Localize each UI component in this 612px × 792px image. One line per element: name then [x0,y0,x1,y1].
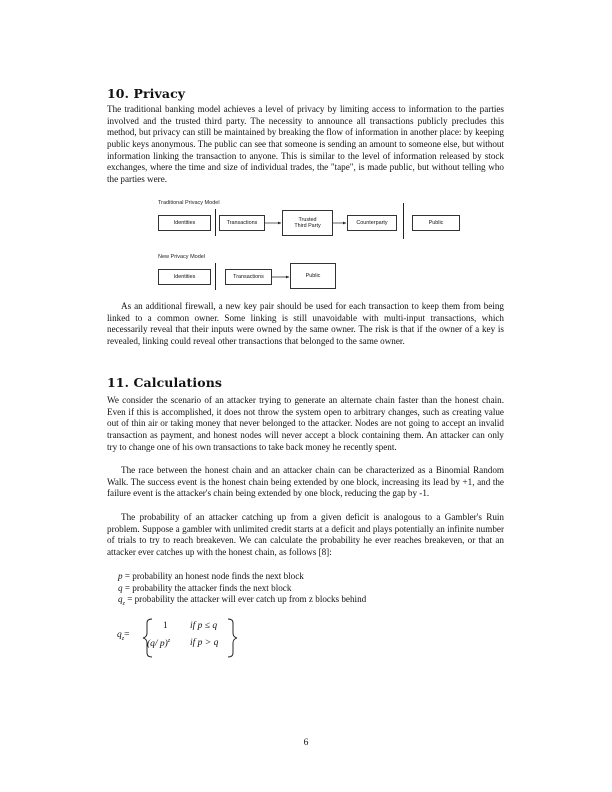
formula-lhs: $q_z=$ [117,630,130,642]
traditional-privacy-model-label: Traditional Privacy Model [158,200,220,206]
variable-definitions [118,571,366,610]
trusted-third-party-label: Trusted Third Party [294,216,321,229]
formula-case-1-value: 1 [163,621,168,631]
new-transactions-label: Transactions [233,273,264,280]
formula-case-2-condition: if p > q [190,638,219,648]
new-public-label: Public [305,272,321,279]
section-10-heading: 10. Privacy [107,86,186,101]
traditional-public-label: Public [428,219,444,226]
page-number: 6 [303,738,309,748]
section-10-paragraph-1: The traditional banking model achieves a level of privacy by limiting access to information to the parties involved and the trusted third party. The necessity to announce all transactions publicly precludes this method, but privacy can still be maintained by breaking the flow of information in another place: by keeping public keys anonymous. The public can see that someone is sending an amount to someone else, but without information linking the transaction to anyone. This is similar to the level of information released by stock exchanges, where the time and size of individual trades, the "tape", is made public, but without telling who the parties were. [107,104,504,184]
formula-case-1-condition: if p ≤ q [190,621,218,631]
right-brace-icon [225,618,241,658]
definition-p: p = probability an honest node finds the next block [118,571,304,581]
definition-q: q = probability the attacker finds the next block [118,582,292,593]
new-identities-label: Identities [173,273,196,280]
formula-case-2-value: (q/ p)$^z$ [147,638,171,650]
section-11-paragraph-1: We consider the scenario of an attacker trying to generate an alternate chain faster than the honest chain. Even if this is accomplished, it does not throw the system open to arbitrary changes, such as creating value out of thin air or taking money that never belonged to the attacker. Nodes are not going to accept an invalid transaction as payment, and honest nodes will never accept a block containing them. An attacker can only try to change one of his own transactions to take back money he recently spent. [107,395,504,452]
section-10-paragraph-2: As an additional firewall, a new key pair should be used for each transaction to keep them from being linked to a common owner. Some linking is still unavoidable with multi-input transactions, which necessarily reveal that their inputs were owned by the same owner. The risk is that if the owner of a key is revealed, linking could reveal other transactions that belonged to the same owner. [107,301,504,346]
definition-qz: $q_z$ = probability the attacker will ever catch up from z blocks behind [118,594,367,607]
section-11-heading: 11. Calculations [107,375,223,390]
counterparty-label: Counterparty [356,219,388,226]
traditional-transactions-label: Transactions [226,219,258,226]
new-privacy-model-label: New Privacy Model [158,254,206,260]
section-11-paragraph-3: The probability of an attacker catching up from a given deficit is analogous to a Gambler's Ruin problem. Suppose a gambler with unlimited credit starts at a deficit and plays potentially an infinite number of trials to try to reach breakeven. We can calculate the probability he ever reaches breakeven, or that an attacker ever catches up with the honest chain, as follows [8]: [107,512,504,557]
traditional-identities-label: Identities [173,219,196,226]
section-11-paragraph-2: The race between the honest chain and an attacker chain can be characterized as a Binomial Random Walk. The success event is the honest chain being extended by one block, increasing its lead by +1, and the failure event is the attacker's chain being extended by one block, reducing the gap by -1. [107,465,504,499]
